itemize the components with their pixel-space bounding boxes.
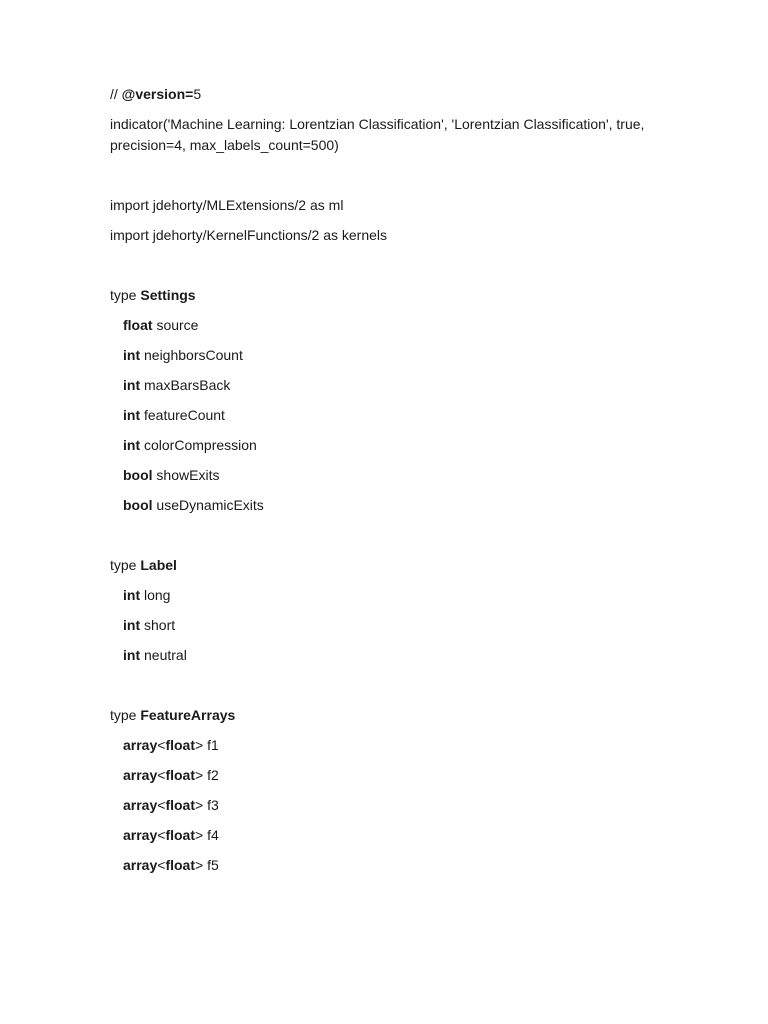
type-field: array<float> f2	[123, 767, 219, 783]
type-field: bool showExits	[123, 467, 220, 483]
type-declaration-label: type Label	[110, 557, 177, 573]
type-field: array<float> f5	[123, 857, 219, 873]
type-field: int short	[123, 617, 176, 633]
type-field: int colorCompression	[123, 437, 257, 453]
type-field: array<float> f4	[123, 827, 219, 843]
type-field: int long	[123, 587, 171, 603]
indicator-line: indicator('Machine Learning: Lorentzian Classification', 'Lorentzian Classification', true, precision=4, max_labels_count=500)	[110, 116, 649, 153]
type-field: int neighborsCount	[123, 347, 243, 363]
type-field: int featureCount	[123, 407, 225, 423]
version-value: 5	[193, 86, 202, 102]
type-name: Label	[140, 557, 177, 573]
type-field: array<float> f1	[123, 737, 219, 753]
type-field: float source	[123, 317, 199, 333]
type-declaration-settings: type Settings	[110, 287, 196, 303]
import-line: import jdehorty/MLExtensions/2 as ml	[110, 197, 344, 213]
type-name: Settings	[140, 287, 196, 303]
type-field: array<float> f3	[123, 797, 219, 813]
type-field: int neutral	[123, 647, 187, 663]
code-listing	[110, 84, 670, 876]
version-line: // @version=5	[110, 86, 202, 102]
import-line: import jdehorty/KernelFunctions/2 as kernels	[110, 227, 388, 243]
type-field: int maxBarsBack	[123, 377, 231, 393]
type-field: bool useDynamicExits	[123, 497, 264, 513]
type-name: FeatureArrays	[140, 707, 236, 723]
type-declaration-feature-arrays: type FeatureArrays	[110, 707, 236, 723]
version-keyword: @version=	[121, 86, 194, 102]
